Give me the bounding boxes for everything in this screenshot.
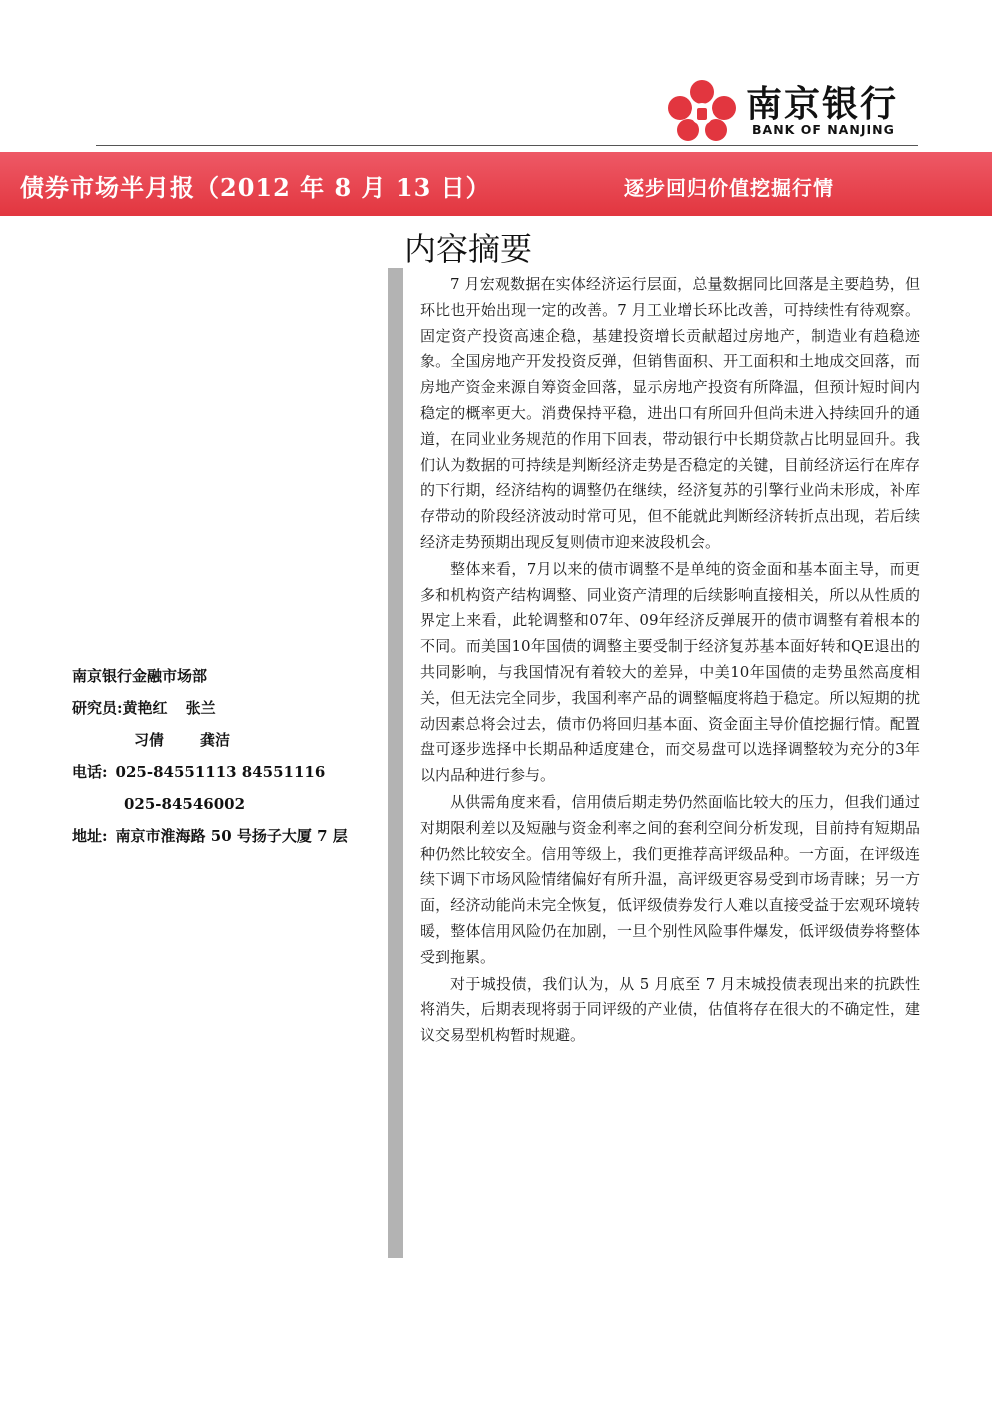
researchers-row-1 — [72, 692, 392, 724]
phone-number: 025-84546002 — [124, 795, 246, 813]
researcher-label: 研究员: — [72, 699, 123, 717]
researcher-name: 龚洁 — [200, 731, 231, 749]
summary-body — [420, 272, 920, 1050]
summary-paragraph: 从供需角度来看，信用债后期走势仍然面临比较大的压力，但我们通过对期限利差以及短融与资金利率之间的套利空间分析发现，目前持有短期品种仍然比较安全。信用等级上，我们更推荐高评级品种。一方面，在评级连续下调下市场风险情绪偏好有所升温，高评级更容易受到市场青睐；另一方面，经济动能尚未完全恢复，低评级债券发行人难以直接受益于宏观环境转暖，整体信用风险仍在加剧，一旦个别性风险事件爆发，低评级债券将整体受到拖累。 — [420, 792, 920, 966]
phone-label: 电话: — [72, 763, 108, 781]
logo-name-en: BANK OF NANJING — [752, 122, 895, 137]
address-row — [72, 820, 392, 852]
report-title: 债券市场半月报（2012 年 8 月 13 日） — [20, 173, 491, 202]
bank-logo — [666, 78, 926, 142]
address-text: 南京市淮海路 50 号扬子大厦 7 层 — [115, 827, 348, 845]
header-divider — [96, 145, 918, 146]
report-banner — [0, 152, 992, 216]
report-subtitle: 逐步回归价值挖掘行情 — [624, 176, 834, 200]
summary-paragraph: 7 月宏观数据在实体经济运行层面，总量数据同比回落是主要趋势，但环比也开始出现一定的改善。7 月工业增长环比改善，可持续性有待观察。固定资产投资高速企稳，基建投资增长贡献超过房地产，制造业有趋稳迹象。全国房地产开发投资反弹，但销售面积、开工面积和土地成交回落，而房地产资金来源自筹资金回落，显示房地产投资有所降温，但预计短时间内稳定的概率更大。消费保持平稳，进出口有所回升但尚未进入持续回升的通道，在同业业务规范的作用下回表，带动银行中长期贷款占比明显回升。我们认为数据的可持续是判断经济走势是否稳定的关键，目前经济运行在库存的下行期，经济结构的调整仍在继续，经济复苏的引擎行业尚未形成，补库存带动的阶段经济波动时常可见，但不能就此判断经济转折点出现，若后续经济走势预期出现反复则债市迎来波段机会。 — [420, 275, 920, 551]
logo-name-cn: 南京银行 — [746, 84, 899, 125]
bank-emblem-icon — [666, 78, 738, 142]
contact-info — [72, 660, 392, 852]
researchers-row-2 — [72, 724, 392, 756]
summary-paragraph: 对于城投债，我们认为，从 5 月底至 7 月末城投债表现出来的抗跌性将消失，后期表现将弱于同评级的产业债，估值将存在很大的不确定性，建议交易型机构暂时规避。 — [420, 974, 920, 1045]
researcher-name: 习倩 — [134, 731, 165, 749]
researcher-name: 黄艳红 — [122, 699, 168, 717]
address-label: 地址: — [72, 827, 108, 845]
phone-number: 025-84551113 84551116 — [115, 763, 326, 781]
researcher-name: 张兰 — [185, 699, 216, 717]
phone-row-2 — [72, 788, 392, 820]
summary-heading: 内容摘要 — [404, 230, 533, 268]
phone-row-1 — [72, 756, 392, 788]
summary-paragraph: 整体来看，7月以来的债市调整不是单纯的资金面和基本面主导，而更多和机构资产结构调整、同业资产清理的后续影响直接相关，所以从性质的界定上来看，此轮调整和07年、09年经济反弹展开的债市调整有着根本的不同。而美国10年国债的调整主要受制于经济复苏基本面好转和QE退出的共同影响，与我国情况有着较大的差异，中美10年国债的走势虽然高度相关，但无法完全同步，我国利率产品的调整幅度将趋于稳定。所以短期的扰动因素总将会过去，债市仍将回归基本面、资金面主导价值挖掘行情。配置盘可逐步选择中长期品种适度建仓，而交易盘可以选择调整较为充分的3年以内品种进行参与。 — [420, 559, 920, 785]
department-name: 南京银行金融市场部 — [72, 667, 208, 685]
